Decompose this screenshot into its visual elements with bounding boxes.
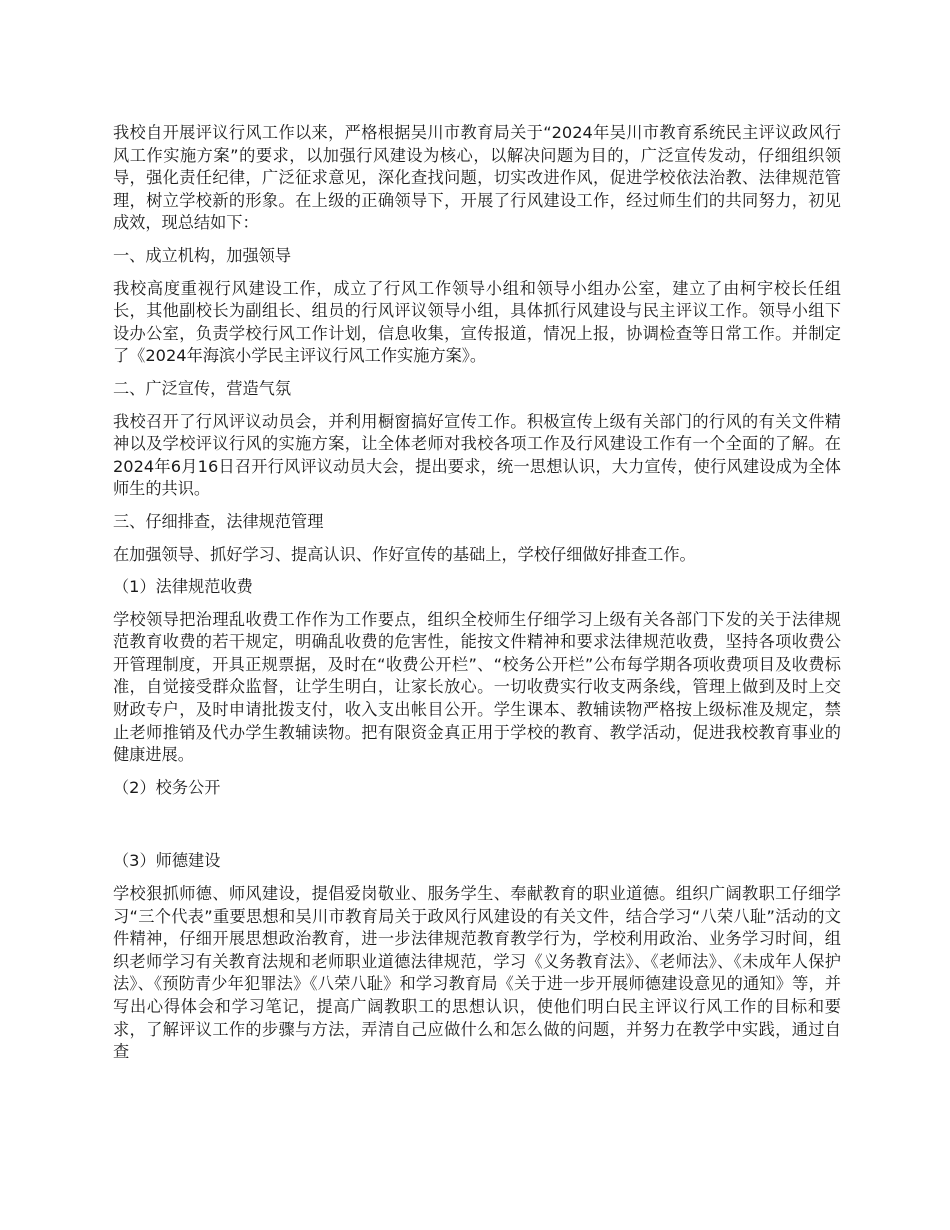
document-page xyxy=(113,122,841,1064)
spacer xyxy=(113,566,841,576)
subsection-heading-1: （1）法律规范收费 xyxy=(113,577,253,597)
spacer xyxy=(113,767,841,777)
subsection-heading-2: （2）校务公开 xyxy=(113,777,221,797)
spacer xyxy=(113,534,841,544)
spacer xyxy=(113,599,841,609)
spacer xyxy=(113,368,841,378)
section-heading-1: 一、成立机构，加强领导 xyxy=(113,245,292,265)
subsection-body-3: 学校狠抓师德、师风建设，提倡爱岗敬业、服务学生、奉献教育的职业道德。组织广阔教职工仔细学习“三个代表”重要思想和吴川市教育局关于政风行风建设的有关文件，结合学习“八荣八耻”活动的文件精神，仔细开展思想政治教育，进一步法律规范教育教学行为，学校利用政治、业务学习时间，组织老师学习有关教育法规和老师职业道德法律规范，学习《义务教育法》、《老师法》、《未成年人保护法》、《预防青少年犯罪法》《八荣八耻》和学习教育局《关于进一步开展师德建设意见的通知》等，并写出心得体会和学习笔记，提高广阔教职工的思想认识，使他们明白民主评议行风工作的目标和要求，了解评议工作的步骤与方法，弄清自己应做什么和怎么做的问题，并努力在教学中实践，通过自查 xyxy=(113,884,841,1062)
spacer xyxy=(113,235,841,245)
intro-paragraph: 我校自开展评议行风工作以来，严格根据吴川市教育局关于“2024年吴川市教育系统民主评议政风行风工作实施方案”的要求，以加强行风建设为核心，以解决问题为目的，广泛宣传发动，仔细组织领导，强化责任纪律，广泛征求意见，深化查找问题，切实改进作风，促进学校依法治教、法律规范管理，树立学校新的形象。在上级的正确领导下，开展了行风建设工作，经过师生们的共同努力，初见成效，现总结如下： xyxy=(113,123,841,233)
section-heading-3: 三、仔细排查，法律规范管理 xyxy=(113,511,324,531)
subsection-heading-3: （3）师德建设 xyxy=(113,851,221,871)
spacer xyxy=(113,401,841,411)
section-heading-2: 二、广泛宣传，营造气氛 xyxy=(113,378,292,398)
section-body-2: 我校召开了行风评议动员会，并利用橱窗搞好宣传工作。积极宣传上级有关部门的行风的有关文件精神以及学校评议行风的实施方案，让全体老师对我校各项工作及行风建设工作有一个全面的了解。在2024年6月16日召开行风评议动员大会，提出要求，统一思想认识，大力宣传，使行风建设成为全体师生的共识。 xyxy=(113,411,841,499)
section-body-1: 我校高度重视行风建设工作，成立了行风工作领导小组和领导小组办公室，建立了由柯宇校长任组长，其他副校长为副组长、组员的行风评议领导小组，具体抓行风建设与民主评议工作。领导小组下设办公室，负责学校行风工作计划，信息收集，宣传报道，情况上报，协调检查等日常工作。并制定了《2024年海滨小学民主评议行风工作实施方案》。 xyxy=(113,278,841,366)
section-intro-3: 在加强领导、抓好学习、提高认识、作好宣传的基础上，学校仔细做好排查工作。 xyxy=(113,544,696,564)
subsection-body-1: 学校领导把治理乱收费工作作为工作要点，组织全校师生仔细学习上级有关各部门下发的关于法律规范教育收费的若干规定，明确乱收费的危害性，能按文件精神和要求法律规范收费，坚持各项收费公开管理制度，开具正规票据，及时在“收费公开栏”、“校务公开栏”公布每学期各项收费项目及收费标准，自觉接受群众监督，让学生明白，让家长放心。一切收费实行收支两条线，管理上做到及时上交财政专户，及时申请批拨支付，收入支出帐目公开。学生课本、教辅读物严格按上级标准及规定，禁止老师推销及代办学生教辅读物。把有限资金真正用于学校的教育、教学活动，促进我校教育事业的健康进展。 xyxy=(113,609,841,765)
spacer xyxy=(113,501,841,511)
spacer xyxy=(113,873,841,883)
empty-subsection-content xyxy=(113,799,841,850)
spacer xyxy=(113,268,841,278)
